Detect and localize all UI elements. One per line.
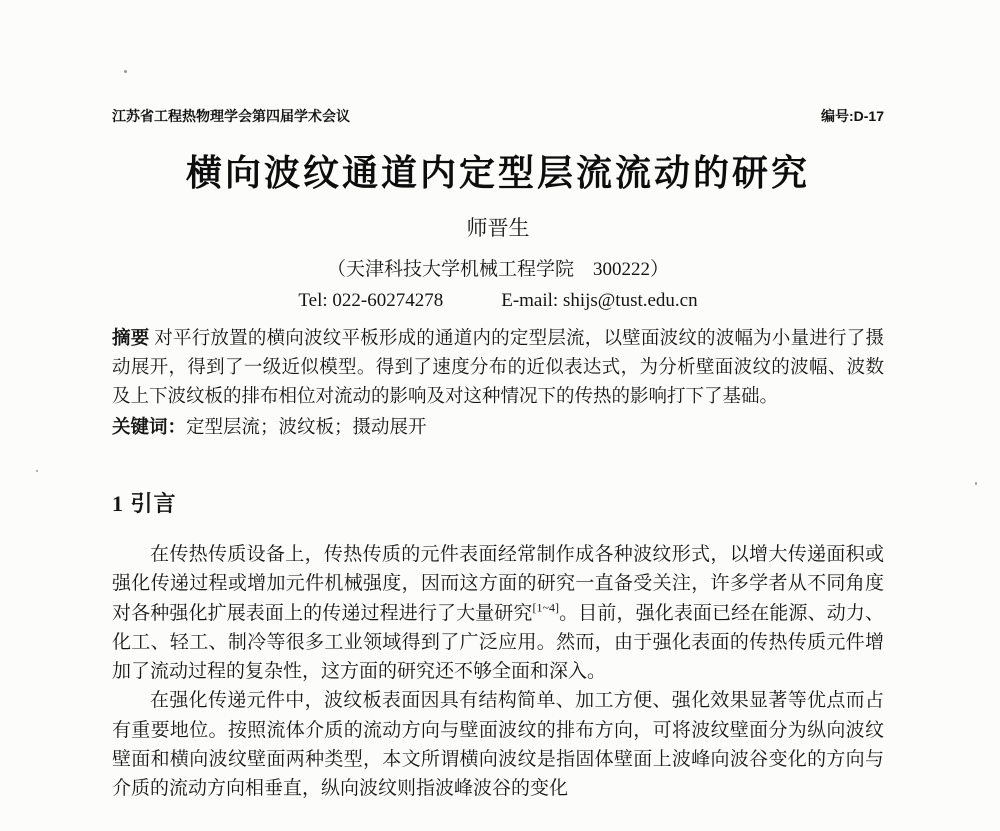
para1-text-after-ref: 。目前，强化表面已经在能源、动力、化工、轻工、制冷等很多工业领域得到了广泛应用。然而，由于强化表面的传热传质元件增加了流动过程的复杂性，这方面的研究还不够全面和深入。 [112, 602, 884, 683]
contact-line [112, 288, 884, 314]
intro-paragraph-1 [112, 540, 884, 686]
abstract-label: 摘要 [112, 327, 150, 348]
page-header [112, 106, 884, 126]
scan-speck [975, 482, 977, 485]
abstract-paragraph [112, 323, 884, 412]
para1-text-before-ref: 在传热传质设备上，传热传质的元件表面经常制作成各种波纹形式，以增大传递面积或强化传递过程或增加元件机械强度，因而这方面的研究一直备受关注，许多学者从不同角度对各种强化扩展表面上的传递过程进行了大量研究 [112, 544, 884, 624]
intro-paragraph-2: 在强化传递元件中，波纹板表面因具有结构简单、加工方便、强化效果显著等优点而占有重要地位。按照流体介质的流动方向与壁面波纹的排布方向，可将波纹壁面分为纵向波纹壁面和横向波纹壁面两种类型，本文所谓横向波纹是指固体壁面上波峰向波谷变化的方向与介质的流动方向相垂直，纵向波纹则指波峰波谷的变化 [112, 690, 884, 800]
keywords-text: 定型层流；波纹板；摄动展开 [186, 418, 427, 438]
scan-speck [124, 70, 127, 73]
abstract-text: 对平行放置的横向波纹平板形成的通道内的定型层流，以壁面波纹的波幅为小量进行了摄动展开，得到了一级近似模型。得到了速度分布的近似表达式，为分析壁面波纹的波幅、波数及上下波纹板的排布相位对流动的影响及对这种情况下的传热的影响打下了基础。 [112, 329, 884, 407]
author-name: 师晋生 [466, 216, 530, 240]
keywords-label: 关键词： [112, 416, 187, 437]
author-affiliation: （天津科技大学机械工程学院 300222） [326, 259, 669, 280]
tel-text: Tel: 022-60274278 [298, 290, 444, 311]
conference-name: 江苏省工程热物理学会第四届学术会议 [112, 108, 350, 124]
paper-number: 编号:D-17 [820, 108, 884, 124]
section-heading-introduction: 1 引言 [112, 491, 177, 516]
scan-speck [36, 470, 38, 472]
email-text: E-mail: shijs@tust.edu.cn [501, 290, 698, 311]
paper-title: 横向波纹通道内定型层流流动的研究 [185, 152, 810, 193]
keywords-line [112, 412, 884, 443]
citation-ref: [1~4] [532, 600, 560, 615]
page-content [112, 106, 884, 804]
